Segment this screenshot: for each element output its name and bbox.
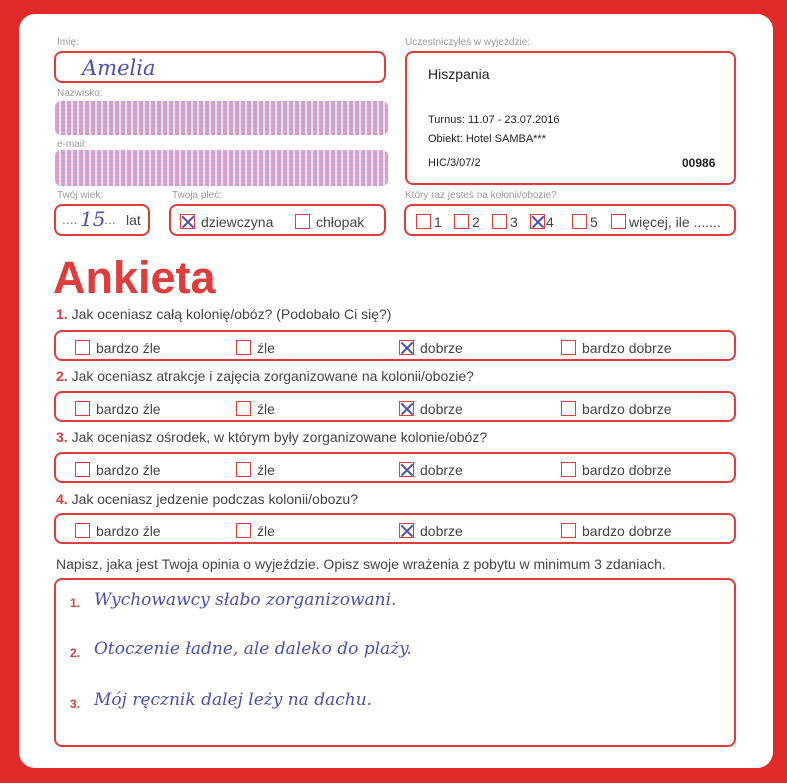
surname-label: Nazwisko: [57, 88, 103, 99]
checkbox-icon[interactable] [399, 401, 414, 416]
q2-option-very-good[interactable]: bardzo dobrze [561, 400, 672, 418]
checkbox-icon[interactable] [492, 214, 507, 229]
checkbox-icon[interactable] [75, 340, 90, 355]
checkbox-icon[interactable] [75, 462, 90, 477]
q1-option-very-good[interactable]: bardzo dobrze [561, 339, 672, 357]
gender-option-girl[interactable]: dziewczyna [180, 213, 273, 231]
checkbox-icon[interactable] [561, 523, 576, 538]
checkbox-icon[interactable] [236, 340, 251, 355]
opinion-num-1: 1. [70, 596, 81, 610]
surname-redacted [55, 101, 388, 135]
trip-destination: Hiszpania [428, 66, 490, 82]
checkbox-icon[interactable] [572, 214, 587, 229]
checkbox-icon[interactable] [236, 401, 251, 416]
times-label: Który raz jesteś na kolonii/obozie? [405, 190, 557, 201]
answer-row-3 [54, 452, 736, 483]
opinion-num-2: 2. [70, 646, 81, 660]
answer-row-1 [54, 330, 736, 361]
q3-option-very-bad[interactable]: bardzo źle [75, 461, 161, 479]
q4-option-very-good[interactable]: bardzo dobrze [561, 522, 672, 540]
q4-option-good[interactable]: dobrze [399, 522, 463, 540]
question-4: 4. Jak oceniasz jedzenie podczas kolonii/obozu? [56, 491, 358, 507]
name-value: Amelia [82, 56, 156, 80]
gender-option-boy[interactable]: chłopak [295, 213, 364, 231]
checkbox-icon[interactable] [236, 523, 251, 538]
checkbox-icon[interactable] [295, 214, 310, 229]
question-2: 2. Jak oceniasz atrakcje i zajęcia zorganizowane na kolonii/obozie? [56, 368, 474, 384]
opinion-line-1: Wychowawcy słabo zorganizowani. [94, 590, 397, 610]
trip-ticket [405, 51, 736, 185]
age-unit: lat [126, 212, 141, 228]
survey-title: Ankieta [53, 252, 216, 303]
email-redacted [55, 150, 388, 186]
q3-option-very-good[interactable]: bardzo dobrze [561, 461, 672, 479]
checkbox-icon[interactable] [561, 401, 576, 416]
question-1: 1. Jak oceniasz całą kolonię/obóz? (Podobało Ci się?) [56, 306, 392, 322]
checkbox-icon[interactable] [454, 214, 469, 229]
q2-option-very-bad[interactable]: bardzo źle [75, 400, 161, 418]
age-dots-left: .... [62, 211, 78, 227]
q3-option-bad[interactable]: źle [236, 461, 275, 479]
q1-option-very-bad[interactable]: bardzo źle [75, 339, 161, 357]
times-option-3[interactable]: 3 [492, 213, 518, 231]
opinion-prompt: Napisz, jaka jest Twoja opinia o wyjeździe. Opisz swoje wrażenia z pobytu w minimum 3 zdaniach. [56, 556, 666, 572]
answer-row-2 [54, 391, 736, 422]
checkbox-icon[interactable] [75, 401, 90, 416]
age-dots-right: ... [104, 211, 116, 227]
times-option-more[interactable]: więcej, ile ....... [611, 213, 721, 231]
times-option-4[interactable]: 4 [530, 213, 554, 231]
checkbox-icon[interactable] [611, 214, 626, 229]
age-field[interactable] [54, 204, 150, 236]
times-option-2[interactable]: 2 [454, 213, 480, 231]
checkbox-icon[interactable] [236, 462, 251, 477]
opinion-line-2: Otoczenie ładne, ale daleko do plaży. [94, 639, 412, 659]
q3-option-good[interactable]: dobrze [399, 461, 463, 479]
opinion-num-3: 3. [70, 697, 81, 711]
gender-field [169, 204, 386, 236]
q1-option-good[interactable]: dobrze [399, 339, 463, 357]
times-field [404, 204, 736, 236]
gender-label: Twoja płeć: [172, 190, 223, 201]
q2-option-bad[interactable]: źle [236, 400, 275, 418]
times-option-1[interactable]: 1 [416, 213, 442, 231]
checkbox-icon[interactable] [399, 340, 414, 355]
opinion-line-3: Mój ręcznik dalej leży na dachu. [94, 690, 373, 710]
checkbox-icon[interactable] [399, 523, 414, 538]
checkbox-icon[interactable] [561, 340, 576, 355]
trip-label: Uczestniczyłeś w wyjeździe: [405, 37, 531, 48]
name-label: Imię: [57, 37, 79, 48]
age-value: 15 [80, 207, 106, 231]
checkbox-icon[interactable] [180, 214, 195, 229]
trip-object: Obiekt: Hotel SAMBA*** [428, 133, 546, 145]
checkbox-icon[interactable] [416, 214, 431, 229]
name-field[interactable] [54, 51, 386, 83]
email-label: e-mail: [57, 139, 88, 150]
q2-option-good[interactable]: dobrze [399, 400, 463, 418]
checkbox-icon[interactable] [75, 523, 90, 538]
q4-option-very-bad[interactable]: bardzo źle [75, 522, 161, 540]
checkbox-icon[interactable] [561, 462, 576, 477]
q4-option-bad[interactable]: źle [236, 522, 275, 540]
trip-turnus: Turnus: 11.07 - 23.07.2016 [428, 114, 560, 126]
q1-option-bad[interactable]: źle [236, 339, 275, 357]
times-option-5[interactable]: 5 [572, 213, 598, 231]
checkbox-icon[interactable] [530, 214, 545, 229]
checkbox-icon[interactable] [399, 462, 414, 477]
trip-number: 00986 [682, 156, 716, 170]
question-3: 3. Jak oceniasz ośrodek, w którym były zorganizowane kolonie/obóz? [56, 429, 488, 445]
age-label: Twój wiek: [57, 190, 104, 201]
trip-code: HIC/3/07/2 [428, 157, 481, 169]
answer-row-4 [54, 513, 736, 544]
